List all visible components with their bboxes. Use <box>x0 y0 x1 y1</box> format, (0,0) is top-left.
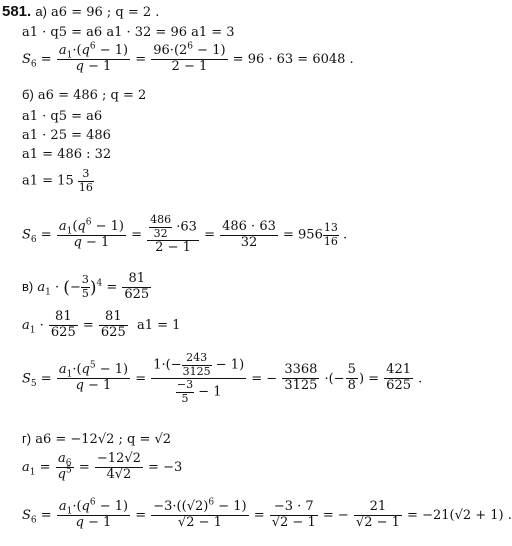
fraction: $\frac{3}{16}$ <box>78 167 93 194</box>
part-b-header <box>22 88 146 102</box>
fraction: $\frac{486 \cdot 63}{32}$ <box>222 218 276 250</box>
part-c-sum: $S_5$ = $\frac{a_1\cdot(q^5 - 1)}{q - 1}$ = 1·(− $\frac{243}{3125}$ − 1) $\frac{-3}{5}$ − 1 = − $\frac{3368}{3125}$ ·(− $\frac{5}{8}$ ) = $\frac{421}{625}$ . <box>22 351 423 405</box>
part-a-sum-result: = 96 · 63 = 6048 . <box>232 51 354 67</box>
fraction: $\frac{a_1\cdot(q^6 - 1)}{q - 1}$ <box>58 41 129 74</box>
part-c-eq1: в) $a_1$ · (− $\frac{3}{5}$ )$^4$ = $\frac{81}{625}$ <box>22 271 150 302</box>
fraction: $\frac{486}{32}$ ·63 2 − 1 <box>147 214 199 256</box>
part-c-label: в) <box>22 278 34 294</box>
problem-number: 581. <box>2 3 32 20</box>
fraction: $\frac{13}{16}$ <box>323 220 338 248</box>
fraction: $\frac{a_6}{q^5}$ <box>57 451 72 482</box>
part-d-given: a6 = −12√2 ; q = √2 <box>35 432 172 447</box>
fraction: 1·(− $\frac{243}{3125}$ − 1) $\frac{-3}{5}$ − 1 <box>153 351 245 405</box>
part-d-eq1: $a_1$ = $\frac{a_6}{q^5}$ = $\frac{-12√2}{4√2}$ = −3 <box>22 451 183 482</box>
fraction: $\frac{421}{625}$ <box>386 362 411 394</box>
fraction: $\frac{-12√2}{4√2}$ <box>96 451 141 482</box>
part-b-sum-result: = 956 <box>283 227 323 243</box>
part-a-given: a6 = 96 ; q = 2 . <box>51 5 160 20</box>
fraction: $\frac{5}{8}$ <box>347 362 356 394</box>
part-a-sum: $S_6$ = $\frac{a_1\cdot(q^6 - 1)}{q - 1}$ = $\frac{96\cdot(2^6 - 1)}{2 - 1}$ = 96 · 63 = 6048 . <box>22 41 354 74</box>
fraction: $\frac{96\cdot(2^6 - 1)}{2 - 1}$ <box>153 41 226 74</box>
part-b-label: б) <box>22 87 34 102</box>
part-b-eq1: a1 · q5 = a6 <box>22 109 103 124</box>
part-d-eq1-tail: = −3 <box>148 459 183 475</box>
fraction: $\frac{a_1\cdot(q^5 - 1)}{q - 1}$ <box>58 361 129 394</box>
part-d-sum-result: = −21(√2 + 1) . <box>407 507 512 523</box>
part-b-eq4-lhs: a1 = 15 <box>22 173 74 189</box>
fraction: $\frac{81}{625}$ <box>124 271 150 302</box>
part-b-eq3: a1 = 486 : 32 <box>22 147 112 162</box>
fraction: $\frac{a_1(q^6 - 1)}{q - 1}$ <box>58 217 124 250</box>
part-b-eq4 <box>22 168 94 194</box>
part-a-label: а) <box>35 4 47 19</box>
part-a-eq1: a1 · q5 = a6 a1 · 32 = 96 a1 = 3 <box>22 25 235 40</box>
part-d-header <box>22 432 171 446</box>
fraction: $\frac{-3\cdot((√2)^6 - 1)}{√2 - 1}$ <box>153 497 247 530</box>
part-c-eq2: $a_1$ · $\frac{81}{625}$ = $\frac{81}{625}$ a1 = 1 <box>22 309 181 340</box>
fraction: $\frac{21}{√2 - 1}$ <box>355 499 400 530</box>
part-d-label: г) <box>22 431 32 446</box>
fraction: $\frac{81}{625}$ <box>50 309 76 340</box>
part-d-sum: $S_6$ = $\frac{a_1\cdot(q^6 - 1)}{q - 1}$ = $\frac{-3\cdot((√2)^6 - 1)}{√2 - 1}$ = $\frac{-3 \cdot 7}{√2 - 1}$ = − $\frac{21}{√2 - 1}$ = −21(√2 + 1) . <box>22 497 512 530</box>
part-b-sum: $S_6$ = $\frac{a_1(q^6 - 1)}{q - 1}$ = $\frac{486}{32}$ ·63 2 − 1 = $\frac{486 \cdot 63}{32}$ = 956 $\frac{13}{16}$ . <box>22 213 348 256</box>
part-c-eq2-tail: a1 = 1 <box>137 317 181 333</box>
fraction: $\frac{3368}{3125}$ <box>284 362 318 394</box>
fraction: $\frac{-3 \cdot 7}{√2 - 1}$ <box>271 499 316 530</box>
part-a-header <box>2 4 159 19</box>
fraction: $\frac{a_1\cdot(q^6 - 1)}{q - 1}$ <box>58 497 129 530</box>
part-b-eq2: a1 · 25 = 486 <box>22 128 111 143</box>
fraction: $\frac{81}{625}$ <box>100 309 126 340</box>
part-b-given: a6 = 486 ; q = 2 <box>37 88 147 103</box>
